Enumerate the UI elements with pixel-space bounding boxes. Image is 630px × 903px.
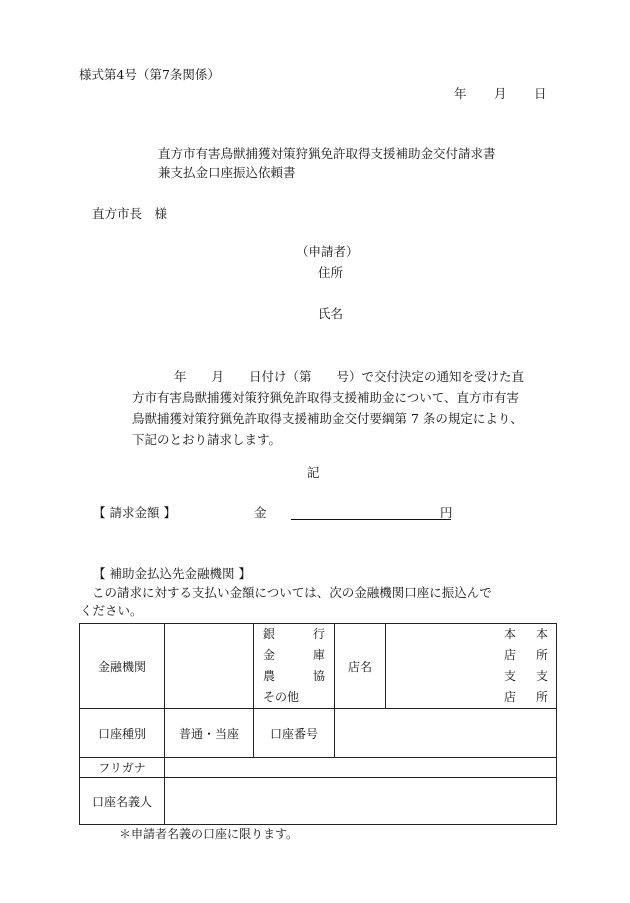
paragraph-line-1: 年 月 日付け（第 号）で交付決定の通知を受けた直 [174, 369, 525, 384]
branch-option-sub: 支店 支所 [504, 669, 549, 704]
bank-account-table [79, 623, 557, 825]
branch-option-main: 本店 本所 [504, 627, 549, 662]
request-amount-label: 【 請求金額 】 [93, 505, 176, 520]
date-month: 月 [494, 86, 507, 101]
applicant-account-note: ＊申請者名義の口座に限ります。 [119, 827, 299, 841]
date-line [454, 88, 547, 101]
institution-type-options [254, 624, 334, 708]
branch-label-cell [335, 624, 386, 709]
account-type-label-cell [80, 709, 165, 758]
institution-label: 金融機関 [97, 659, 146, 674]
institution-type-bank: 銀 行 [263, 627, 325, 641]
institution-name-cell[interactable] [165, 624, 254, 709]
title-line-2: 兼支払金口座振込依頼書 [158, 165, 296, 180]
institution-type-noukyo: 農 協 [263, 669, 325, 683]
bank-section-heading: 【 補助金払込先金融機関 】 [93, 566, 251, 581]
institution-type-cell [254, 624, 335, 709]
holder-input-cell[interactable] [165, 778, 557, 825]
ki-heading: 記 [307, 465, 320, 480]
account-type-label: 口座種別 [97, 726, 146, 741]
institution-label-cell [80, 624, 165, 709]
paragraph-line-3: 鳥獣捕獲対策狩猟免許取得支援補助金交付要綱第 7 条の規定により、 [132, 411, 523, 426]
holder-label: 口座名義人 [91, 794, 152, 809]
account-number-label-cell [254, 709, 335, 758]
institution-type-other: その他 [263, 690, 300, 704]
paragraph-line-4: 下記のとおり請求します。 [132, 432, 282, 447]
title-line-1: 直方市有害鳥獣捕獲対策狩猟免許取得支援補助金交付請求書 [158, 146, 496, 161]
request-paragraph [132, 366, 550, 450]
paragraph-line-2: 方市有害鳥獣捕獲対策狩猟免許取得支援補助金について、直方市有害 [132, 390, 520, 405]
account-number-label: 口座番号 [269, 726, 318, 741]
bank-instruction-line-1: この請求に対する支払い金額については、次の金融機関口座に振込んで [92, 585, 492, 600]
amount-yen: 円 [440, 505, 453, 520]
branch-label: 店名 [347, 659, 372, 674]
date-year: 年 [454, 86, 467, 101]
account-type-value-cell[interactable] [165, 709, 254, 758]
applicant-label: （申請者） [296, 244, 359, 259]
amount-blank-line [291, 519, 451, 520]
furigana-label-cell [80, 758, 165, 778]
applicant-name-label: 氏名 [318, 306, 344, 321]
institution-type-shinkin: 金 庫 [263, 648, 325, 662]
bank-instruction-line-2: ください。 [80, 603, 143, 618]
holder-label-cell [80, 778, 165, 825]
branch-cell[interactable] [386, 624, 557, 709]
account-type-value: 普通・当座 [178, 726, 239, 741]
amount-kin: 金 [254, 505, 267, 520]
furigana-input-cell[interactable] [165, 758, 557, 778]
account-number-input-cell[interactable] [335, 709, 557, 758]
form-number: 様式第4号（第7条関係） [79, 67, 220, 82]
addressee: 直方市長 様 [92, 206, 168, 221]
furigana-label: フリガナ [98, 761, 146, 775]
date-day: 日 [534, 86, 547, 101]
applicant-address-label: 住所 [318, 265, 344, 280]
